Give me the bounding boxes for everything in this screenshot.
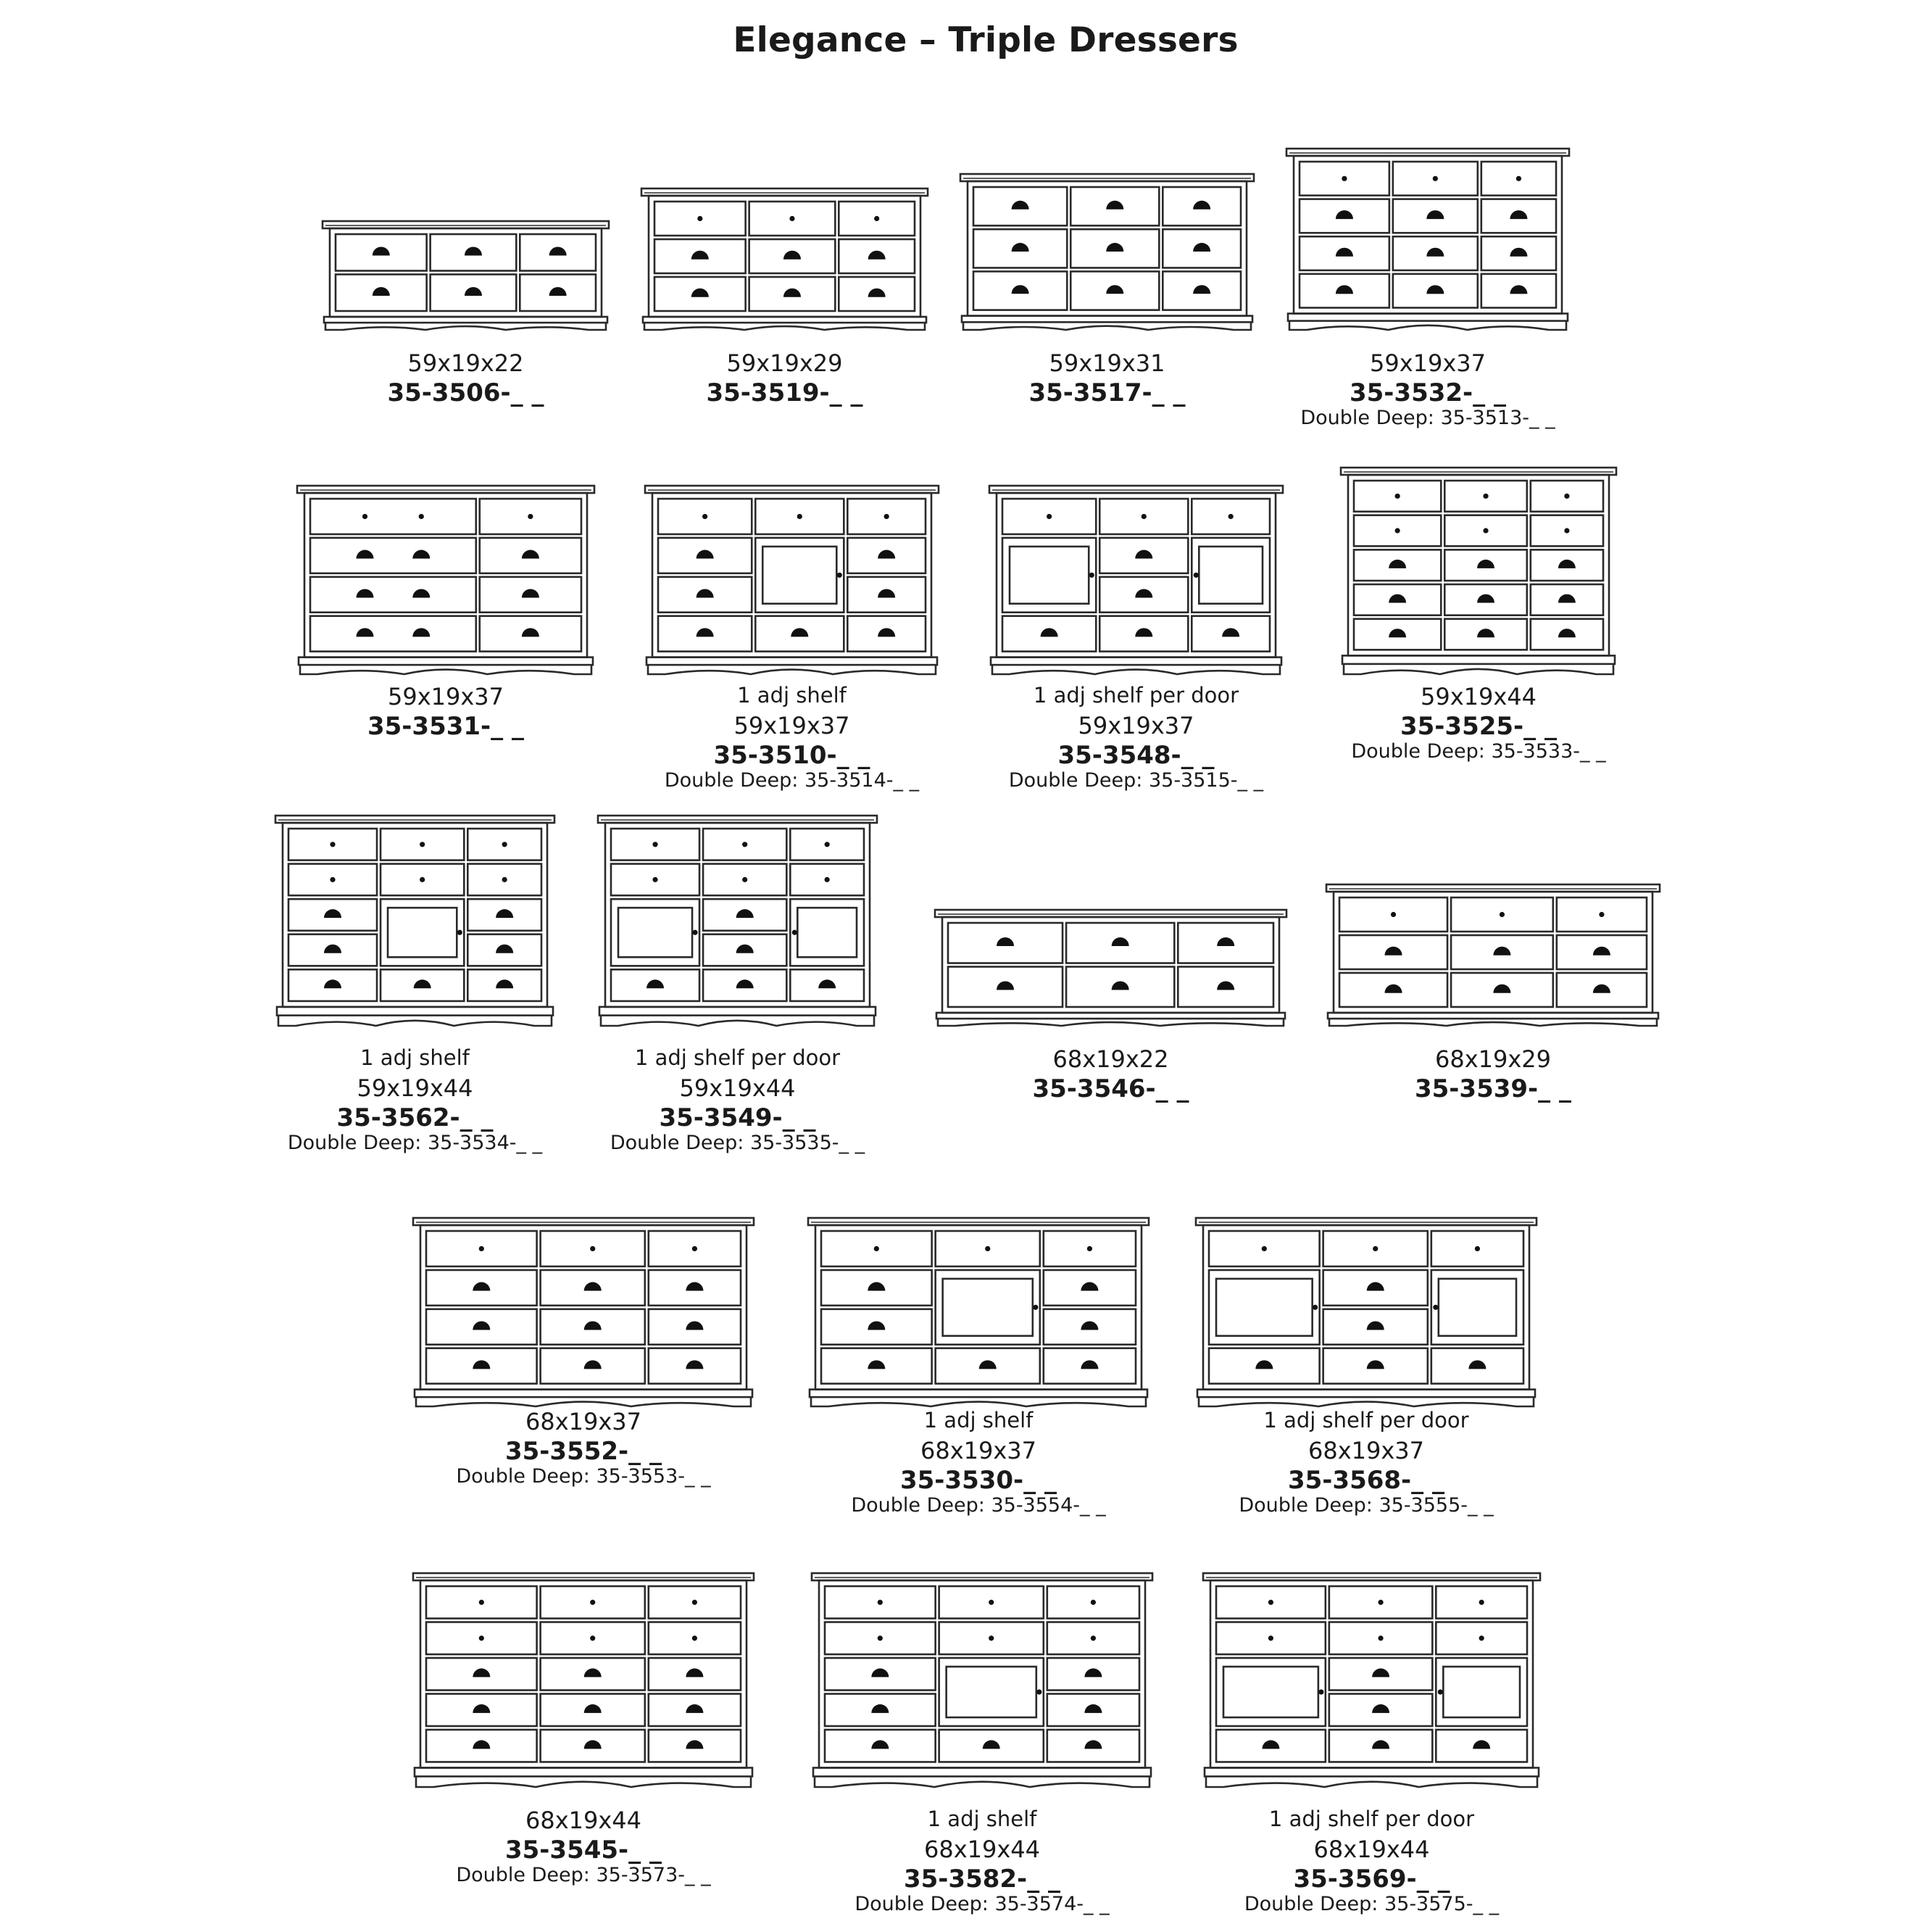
- dimensions: 59x19x37: [1369, 349, 1487, 377]
- dresser-item: [323, 221, 609, 475]
- dimensions: 59x19x31: [1049, 349, 1165, 377]
- sku-number: 35-3530-_ _: [899, 1466, 1057, 1495]
- shelf-note: 1 adj shelf: [923, 1408, 1034, 1433]
- double-deep-sku: Double Deep: 35-3555-_ _: [1239, 1494, 1494, 1517]
- dimensions: 68x19x37: [525, 1408, 642, 1435]
- dresser-drawing: [989, 486, 1283, 674]
- dresser-item: [641, 188, 928, 475]
- dimensions: 68x19x44: [1313, 1836, 1430, 1863]
- dresser-item: [413, 1573, 754, 1932]
- dimensions: 59x19x22: [407, 349, 524, 377]
- dresser-item: [1286, 149, 1569, 475]
- dimensions: 59x19x29: [726, 349, 843, 377]
- dresser-item: [598, 816, 877, 1171]
- sku-number: 35-3548-_ _: [1057, 741, 1215, 770]
- dimensions: 68x19x44: [923, 1836, 1041, 1863]
- dresser-drawing: [935, 910, 1286, 1026]
- dresser-item: [1341, 468, 1616, 808]
- double-deep-sku: Double Deep: 35-3533-_ _: [1351, 740, 1606, 763]
- dresser-drawing: [323, 221, 609, 330]
- dimensions: 59x19x44: [679, 1074, 796, 1102]
- shelf-note: 1 adj shelf: [360, 1045, 470, 1070]
- dimensions: 68x19x37: [920, 1437, 1037, 1464]
- sku-number: 35-3506-_ _: [387, 378, 544, 407]
- dimensions: 59x19x37: [387, 683, 504, 710]
- dresser-caption: [1239, 685, 1718, 768]
- double-deep-sku: Double Deep: 35-3534-_ _: [287, 1132, 543, 1154]
- dresser-drawing: [1196, 1218, 1537, 1406]
- shelf-note: 1 adj shelf per door: [634, 1045, 841, 1070]
- shelf-note: 1 adj shelf per door: [1263, 1408, 1469, 1433]
- shelf-note: 1 adj shelf: [927, 1807, 1037, 1831]
- sku-number: 35-3517-_ _: [1028, 378, 1186, 407]
- dresser-drawing: [598, 816, 877, 1026]
- dimensions: 59x19x44: [1420, 683, 1537, 710]
- dresser-item: [413, 1218, 754, 1533]
- double-deep-sku: Double Deep: 35-3575-_ _: [1244, 1893, 1500, 1915]
- dresser-drawing: [645, 486, 939, 674]
- dimensions: 68x19x37: [1307, 1437, 1425, 1464]
- dresser-drawing: [641, 188, 928, 330]
- sku-number: 35-3531-_ _: [367, 712, 524, 741]
- dresser-drawing: [413, 1218, 754, 1406]
- dresser-item: [1196, 1218, 1537, 1533]
- dresser-drawing: [1203, 1573, 1540, 1787]
- sku-number: 35-3568-_ _: [1287, 1466, 1444, 1495]
- dresser-caption: [1094, 1410, 1638, 1522]
- dimensions: 68x19x22: [1052, 1045, 1169, 1073]
- sku-number: 35-3549-_ _: [659, 1103, 816, 1132]
- double-deep-sku: Double Deep: 35-3515-_ _: [1008, 769, 1264, 792]
- dresser-drawing: [808, 1218, 1149, 1406]
- sku-number: 35-3582-_ _: [903, 1865, 1060, 1894]
- sku-number: 35-3552-_ _: [504, 1437, 662, 1466]
- dresser-drawing: [413, 1573, 754, 1787]
- shelf-note: 1 adj shelf per door: [1033, 683, 1239, 708]
- dresser-item: [1326, 884, 1660, 1171]
- dresser-drawing: [812, 1573, 1152, 1787]
- double-deep-sku: Double Deep: 35-3553-_ _: [456, 1465, 711, 1488]
- dresser-drawing: [960, 174, 1254, 330]
- sku-number: 35-3546-_ _: [1032, 1074, 1189, 1103]
- dimensions: 68x19x29: [1434, 1045, 1552, 1073]
- sku-number: 35-3519-_ _: [706, 378, 863, 407]
- double-deep-sku: Double Deep: 35-3514-_ _: [664, 769, 920, 792]
- dimensions: 59x19x37: [1078, 712, 1194, 739]
- dimensions: 68x19x44: [525, 1807, 642, 1834]
- dresser-drawing: [1286, 149, 1569, 330]
- double-deep-sku: Double Deep: 35-3535-_ _: [610, 1132, 865, 1154]
- sku-number: 35-3510-_ _: [713, 741, 870, 770]
- page-title: Elegance – Triple Dressers: [733, 20, 1239, 60]
- dimensions: 59x19x37: [733, 712, 850, 739]
- dresser-caption: [1102, 1809, 1642, 1920]
- dresser-drawing: [275, 816, 554, 1026]
- shelf-note: 1 adj shelf: [737, 683, 847, 708]
- sku-number: 35-3545-_ _: [504, 1836, 662, 1865]
- double-deep-sku: Double Deep: 35-3574-_ _: [855, 1893, 1110, 1915]
- double-deep-sku: Double Deep: 35-3513-_ _: [1300, 407, 1555, 429]
- sku-number: 35-3539-_ _: [1414, 1074, 1571, 1103]
- sku-number: 35-3562-_ _: [336, 1103, 494, 1132]
- dresser-drawing: [1326, 884, 1660, 1026]
- sku-number: 35-3525-_ _: [1400, 712, 1557, 741]
- dresser-drawing: [297, 486, 594, 674]
- dresser-item: [935, 910, 1286, 1171]
- sku-number: 35-3569-_ _: [1293, 1865, 1450, 1894]
- sku-number: 35-3532-_ _: [1349, 378, 1506, 407]
- double-deep-sku: Double Deep: 35-3554-_ _: [851, 1494, 1106, 1517]
- shelf-note: 1 adj shelf per door: [1268, 1807, 1475, 1831]
- dresser-drawing: [1341, 468, 1616, 674]
- dresser-caption: [1185, 349, 1671, 434]
- dresser-caption: [1225, 1045, 1761, 1104]
- dresser-item: [1203, 1573, 1540, 1932]
- double-deep-sku: Double Deep: 35-3573-_ _: [456, 1864, 711, 1886]
- dimensions: 59x19x44: [357, 1074, 473, 1102]
